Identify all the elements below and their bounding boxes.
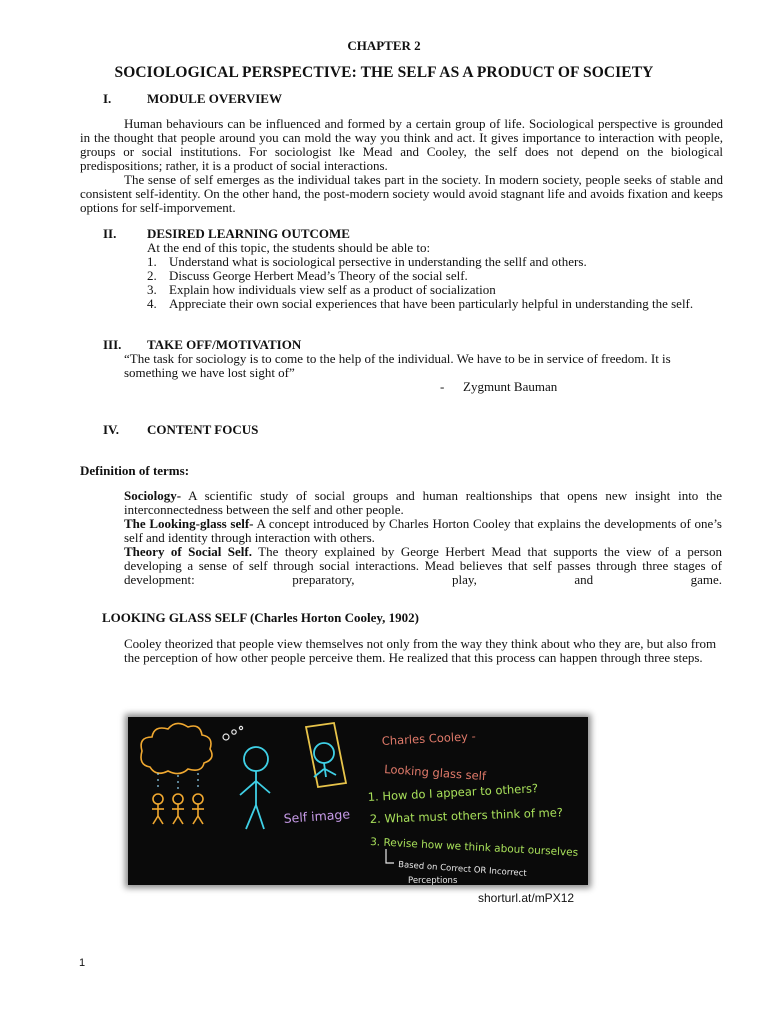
chalk-note-2: Perceptions — [408, 876, 458, 885]
thought-bubbles — [223, 726, 243, 740]
list-item-text: Discuss George Herbert Mead’s Theory of the social self. — [169, 268, 468, 283]
term-looking-glass-self: The Looking-glass self- — [124, 516, 254, 531]
list-item-number: 1. — [147, 254, 157, 269]
chalk-label-self-image: Self image — [283, 806, 351, 826]
looking-glass-text: Cooley theorized that people view themselves not only from the way they think about who they are, but also from the perception of how other people perceive them. He realized that this process can happen through three steps. — [124, 636, 717, 665]
term-looking-glass-self-text: A concept introduced by Charles Horton Cooley that explains the developments of one’s self and identity through interaction with others. — [124, 516, 722, 545]
quote-dash: - — [440, 379, 445, 394]
quote-author: Zygmunt Bauman — [463, 379, 558, 394]
term-theory-social-self-text: The theory explained by George Herbert Mead that supports the view of a person developing a sense of self through social interactions. Mead believes that self passes through three stages of development: preparatory, play, and game. — [124, 544, 722, 587]
section-2-number: II. — [103, 226, 117, 241]
chalk-note-1: Based on Correct OR Incorrect — [397, 860, 527, 879]
image-source-link[interactable]: shorturl.at/mPX12 — [478, 891, 575, 905]
mirror-icon — [306, 723, 346, 787]
overview-paragraph-2: The sense of self emerges as the individual takes part in the society. In modern society, people seeks of stable and consistent self-identity. On the other hand, the post-modern society would avoid stagnant life and avoids fixation and keeps options for self-imporvement. — [80, 172, 723, 215]
list-item-text: Explain how individuals view self as a product of socialization — [169, 282, 496, 297]
section-4-number: IV. — [103, 422, 120, 437]
module-overview-body — [80, 117, 723, 215]
chalk-step-2: 2. What must others think of me? — [369, 805, 564, 826]
chalk-step-1: 1. How do I appear to others? — [367, 781, 539, 804]
list-item-text: Appreciate their own social experiences that have been particularly helpful in understanding the self. — [169, 296, 694, 311]
section-3-heading: TAKE OFF/MOTIVATION — [147, 337, 302, 352]
chalk-title-line-2: Looking glass self — [383, 762, 487, 784]
motivation-quote: “The task for sociology is to come to the help of the individual. We have to be in service of freedom. It is something we have lost sight of” — [124, 351, 671, 380]
term-sociology-text: A scientific study of social groups and human realtionships that opens new insight into the interconnectedness between the self and other people. — [124, 488, 722, 517]
chalkboard-drawing — [128, 717, 588, 885]
chalk-title-line-1: Charles Cooley - — [381, 729, 477, 748]
outcome-intro: At the end of this topic, the students should be able to: — [147, 240, 431, 255]
list-item-number: 2. — [147, 268, 157, 283]
section-1-heading: MODULE OVERVIEW — [147, 91, 282, 106]
chalk-step-3: 3. Revise how we think about ourselves — [369, 836, 579, 859]
chalk-arrow-icon — [386, 849, 394, 863]
term-sociology: Sociology- — [124, 488, 182, 503]
section-1-number: I. — [103, 91, 112, 106]
looking-glass-heading: LOOKING GLASS SELF (Charles Horton Cooley, 1902) — [102, 610, 419, 625]
definitions-block — [124, 489, 722, 587]
overview-paragraph-1: Human behaviours can be influenced and formed by a certain group of life. Sociological perspective is grounded in the thought that people around you can mold the way you think and act. It gives importance to interaction with people, groups or social institutions. For sociologist lke Mead and Cooley, the self does not depend on the biological predispositions; rather, it is a product of social interactions. — [80, 116, 723, 173]
definition-sociology — [124, 489, 722, 517]
section-4-heading: CONTENT FOCUS — [147, 422, 259, 437]
chapter-label: CHAPTER 2 — [347, 38, 421, 53]
list-item-text: Understand what is sociological persective in understanding the sellf and others. — [169, 254, 587, 269]
definition-theory-social-self — [124, 545, 722, 587]
definitions-heading: Definition of terms: — [80, 463, 190, 478]
definition-looking-glass-self — [124, 517, 722, 545]
list-item-number: 4. — [147, 296, 157, 311]
section-2-heading: DESIRED LEARNING OUTCOME — [147, 226, 350, 241]
page-number: 1 — [79, 957, 86, 969]
person-figure-icon — [240, 747, 270, 829]
section-3-number: III. — [103, 337, 122, 352]
thought-cloud-icon — [141, 723, 212, 824]
term-theory-social-self: Theory of Social Self. — [124, 544, 252, 559]
chalkboard-image — [128, 717, 588, 885]
chapter-title: SOCIOLOGICAL PERSPECTIVE: THE SELF AS A PRODUCT OF SOCIETY — [114, 64, 654, 81]
list-item-number: 3. — [147, 282, 157, 297]
